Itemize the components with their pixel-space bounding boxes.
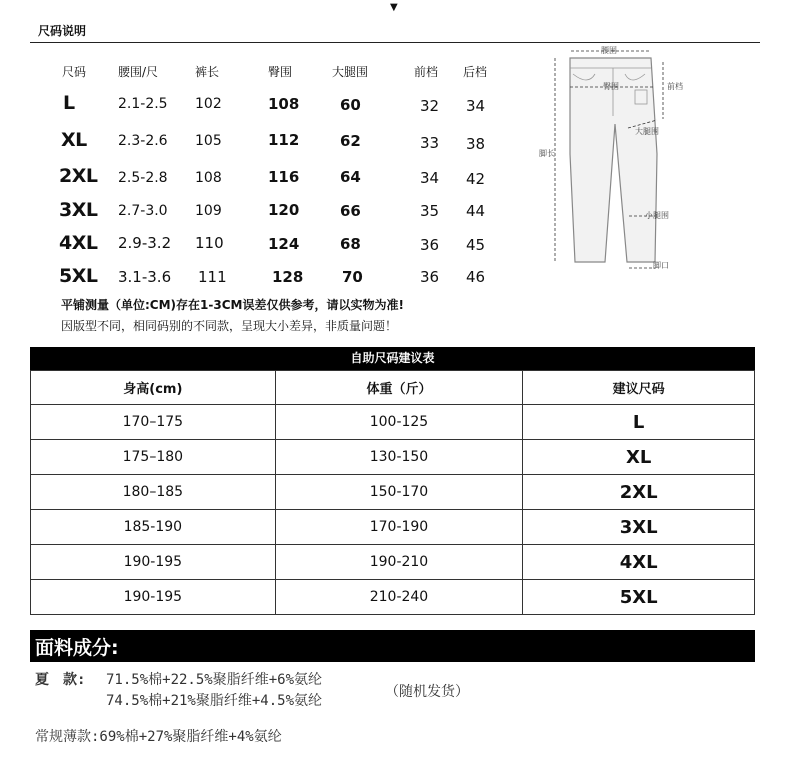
recommended-size: XL [523,440,755,475]
waist-value: 2.7-3.0 [118,203,168,219]
front-rise-value: 33 [420,134,440,152]
fabric-title-bar [30,630,755,662]
size-label: XL [61,129,87,151]
weight-value: 100-125 [275,405,523,440]
back-rise-value: 34 [466,97,486,115]
length-diagram-label: 脚长 [539,149,555,158]
back-rise-value: 38 [466,135,486,153]
hip-value: 120 [268,201,300,219]
hem-diagram-label: 脚口 [653,261,669,270]
calf-diagram-label: 小腿围 [645,211,669,220]
size-label: 2XL [59,165,98,187]
thigh-value: 62 [340,132,361,150]
waist-value: 2.5-2.8 [118,170,168,186]
suggest-row [31,405,755,440]
hip-value: 108 [268,95,300,113]
collapse-caret-icon[interactable]: ▼ [390,2,398,13]
summer-composition-2: 74.5%棉+21%聚脂纤维+4.5%氨纶 [106,693,323,709]
waist-diagram-label: 腰围 [601,46,617,55]
front-rise-value: 32 [420,97,440,115]
hip-value: 128 [272,268,304,286]
suggest-row [31,545,755,580]
length-value: 109 [195,203,222,219]
suggest-row [31,580,755,615]
waist-value: 2.9-3.2 [118,234,172,252]
height-value: 180–185 [31,475,276,510]
weight-value: 130-150 [275,440,523,475]
front-rise-value: 36 [420,268,440,286]
back-rise-value: 44 [466,202,486,220]
regular-composition: 常规薄款:69%棉+27%聚脂纤维+4%氨纶 [35,729,282,745]
jeans-diagram [533,44,711,274]
summer-label: 夏 款: [35,672,86,688]
summer-composition-1: 71.5%棉+22.5%聚脂纤维+6%氨纶 [106,672,323,688]
thigh-value: 64 [340,168,361,186]
waist-value: 3.1-3.6 [118,268,172,286]
weight-value: 170-190 [275,510,523,545]
header-waist: 腰围/尺 [118,65,159,79]
height-value: 175–180 [31,440,276,475]
header-hip: 臀围 [268,65,293,79]
header-back-rise: 后档 [463,65,488,79]
back-rise-value: 46 [466,268,486,286]
height-value: 190-195 [31,580,276,615]
random-ship-note: （随机发货） [385,684,469,700]
header-height: 身高(cm) [31,371,276,405]
height-value: 185-190 [31,510,276,545]
recommended-size: 2XL [523,475,755,510]
hip-value: 124 [268,235,300,253]
front-rise-value: 36 [420,236,440,254]
measure-note: 平铺测量（单位:CM)存在1-3CM误差仅供参考，请以实物为准! [61,298,404,312]
height-value: 190-195 [31,545,276,580]
header-length: 裤长 [195,65,220,79]
hip-value: 116 [268,168,300,186]
back-rise-value: 45 [466,236,486,254]
thigh-value: 68 [340,235,361,253]
length-value: 108 [195,170,222,186]
suggest-row [31,510,755,545]
length-value: 105 [195,133,222,149]
suggest-row [31,440,755,475]
fabric-title: 面料成分: [35,637,119,659]
back-rise-value: 42 [466,170,486,188]
size-label: 4XL [59,232,98,254]
weight-value: 210-240 [275,580,523,615]
recommended-size: 3XL [523,510,755,545]
length-value: 102 [195,96,222,112]
suggest-table [30,370,755,615]
weight-value: 150-170 [275,475,523,510]
section-divider [30,42,760,43]
header-thigh: 大腿围 [332,65,369,79]
recommended-size: 4XL [523,545,755,580]
size-label: 5XL [59,265,98,287]
size-label: L [63,92,75,114]
thigh-diagram-label: 大腿围 [635,127,659,136]
header-weight: 体重（斤） [275,371,523,405]
suggest-row [31,475,755,510]
waist-value: 2.3-2.6 [118,133,168,149]
thigh-value: 66 [340,202,361,220]
front-rise-diagram-label: 前档 [667,82,683,91]
front-rise-value: 34 [420,169,440,187]
length-value: 111 [198,268,227,286]
header-size: 尺码 [62,65,87,79]
thigh-value: 60 [340,96,361,114]
hip-value: 112 [268,131,300,149]
hip-diagram-label: 臀围 [603,82,619,91]
thigh-value: 70 [342,268,363,286]
recommended-size: L [523,405,755,440]
header-recommended-size: 建议尺码 [523,371,755,405]
suggest-header-row [31,371,755,405]
waist-value: 2.1-2.5 [118,96,168,112]
front-rise-value: 35 [420,202,440,220]
weight-value: 190-210 [275,545,523,580]
height-value: 170–175 [31,405,276,440]
style-note: 因版型不同，相同码别的不同款，呈现大小差异，非质量问题！ [61,319,398,333]
header-front-rise: 前档 [414,65,439,79]
suggest-table-title: 自助尺码建议表 [30,347,755,370]
length-value: 110 [195,234,224,252]
recommended-size: 5XL [523,580,755,615]
size-label: 3XL [59,199,98,221]
section-title: 尺码说明 [38,24,87,38]
